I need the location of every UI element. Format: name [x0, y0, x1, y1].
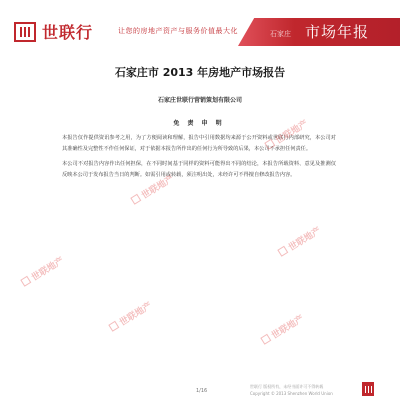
series-title: 市场年报	[305, 23, 370, 41]
brand-tagline: 让您的房地产资产与服务价值最大化	[118, 27, 238, 35]
disclaimer-paragraph: 本报告仅作提供资讯参考之用，为了方便阅读和理解，报告中引用数据均来源于公开资料或世联行内部研究，本公司对其准确性及完整性不作任何保证，对于依据本报告所作出的任何行为所导致的后果，本公司不承担任何责任。	[62, 135, 336, 152]
watermark: 世联地产	[275, 216, 333, 260]
page-header	[0, 0, 400, 60]
report-title: 石家庄市 2013 年房地产市场报告	[114, 66, 286, 79]
brand-name: 世联行	[42, 23, 94, 42]
page-number: 1/16	[196, 388, 208, 394]
footer-logo-icon	[362, 382, 374, 396]
watermark: 世联地产	[106, 291, 164, 335]
series-prefix: 石家庄	[270, 30, 291, 38]
watermark: 世联地产	[258, 304, 316, 348]
report-author: 石家庄世联行营销策划有限公司	[157, 97, 242, 104]
watermark: 世联地产	[128, 164, 186, 208]
disclaimer-paragraph: 本公司不对报告内容作出任何担保，在不同时间基于同样的资料可能得出不同的结论，本报告所载资料、意见及推测仅反映本公司于发布报告当日的判断。如需引用或转载，须注明出处，未经许可不得擅自修改报告内容。	[62, 161, 336, 178]
watermark: 世联地产	[18, 246, 76, 290]
brand-logo-icon	[14, 22, 36, 42]
disclaimer-heading: 免 责 申 明	[173, 120, 225, 127]
footer-copyright-en: Copyright © 2013 Shenzhen World Union	[250, 391, 333, 396]
watermark: 世联地产	[262, 109, 320, 153]
footer-copyright-cn: 世联行 版权所有，未经书面许可不得转载	[250, 384, 324, 389]
